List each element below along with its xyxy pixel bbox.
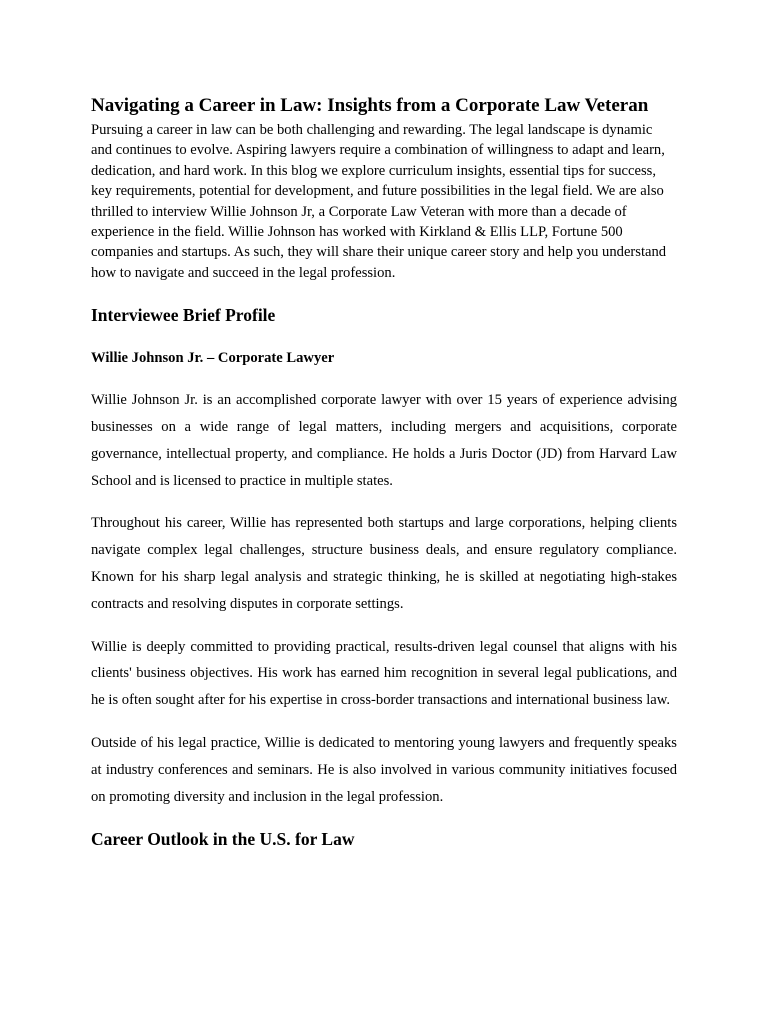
profile-paragraph-3: Willie is deeply committed to providing practical, results-driven legal counsel that aligns with his clients' business objectives. His work has earned him recognition in several legal publications, and he is often sought after for his expertise in cross-border transactions and international business law. xyxy=(91,638,677,709)
document-page xyxy=(91,92,677,851)
article-title: Navigating a Career in Law: Insights from a Corporate Law Veteran xyxy=(91,95,649,116)
profile-paragraph-2: Throughout his career, Willie has represented both startups and large corporations, helping clients navigate complex legal challenges, structure business deals, and ensure regulatory compliance. Known for his sharp legal analysis and strategic thinking, he is skilled at negotiating high-stakes contracts and resolving disputes in corporate settings. xyxy=(91,515,677,612)
intro-paragraph: Pursuing a career in law can be both challenging and rewarding. The legal landscape is dynamic and continues to evolve. Aspiring lawyers require a combination of willingness to adapt and learn, dedication, and hard work. In this blog we explore curriculum insights, essential tips for success, key requirements, potential for development, and future possibilities in the legal field. We are also thrilled to interview Willie Johnson Jr, a Corporate Law Veteran with more than a decade of experience in the field. Willie Johnson has worked with Kirkland & Ellis LLP, Fortune 500 companies and startups. As such, they will share their unique career story and help you understand how to navigate and succeed in the legal profession. xyxy=(91,122,667,281)
profile-subheading: Willie Johnson Jr. – Corporate Lawyer xyxy=(91,350,335,367)
profile-paragraph-4: Outside of his legal practice, Willie is dedicated to mentoring young lawyers and frequently speaks at industry conferences and seminars. He is also involved in various community initiatives focused on promoting diversity and inclusion in the legal profession. xyxy=(91,735,677,805)
outlook-heading: Career Outlook in the U.S. for Law xyxy=(91,829,355,850)
profile-heading: Interviewee Brief Profile xyxy=(91,305,276,326)
profile-paragraph-1: Willie Johnson Jr. is an accomplished corporate lawyer with over 15 years of experience advising businesses on a wide range of legal matters, including mergers and acquisitions, corporate governance, intellectual property, and compliance. He holds a Juris Doctor (JD) from Harvard Law School and is licensed to practice in multiple states. xyxy=(91,392,677,489)
